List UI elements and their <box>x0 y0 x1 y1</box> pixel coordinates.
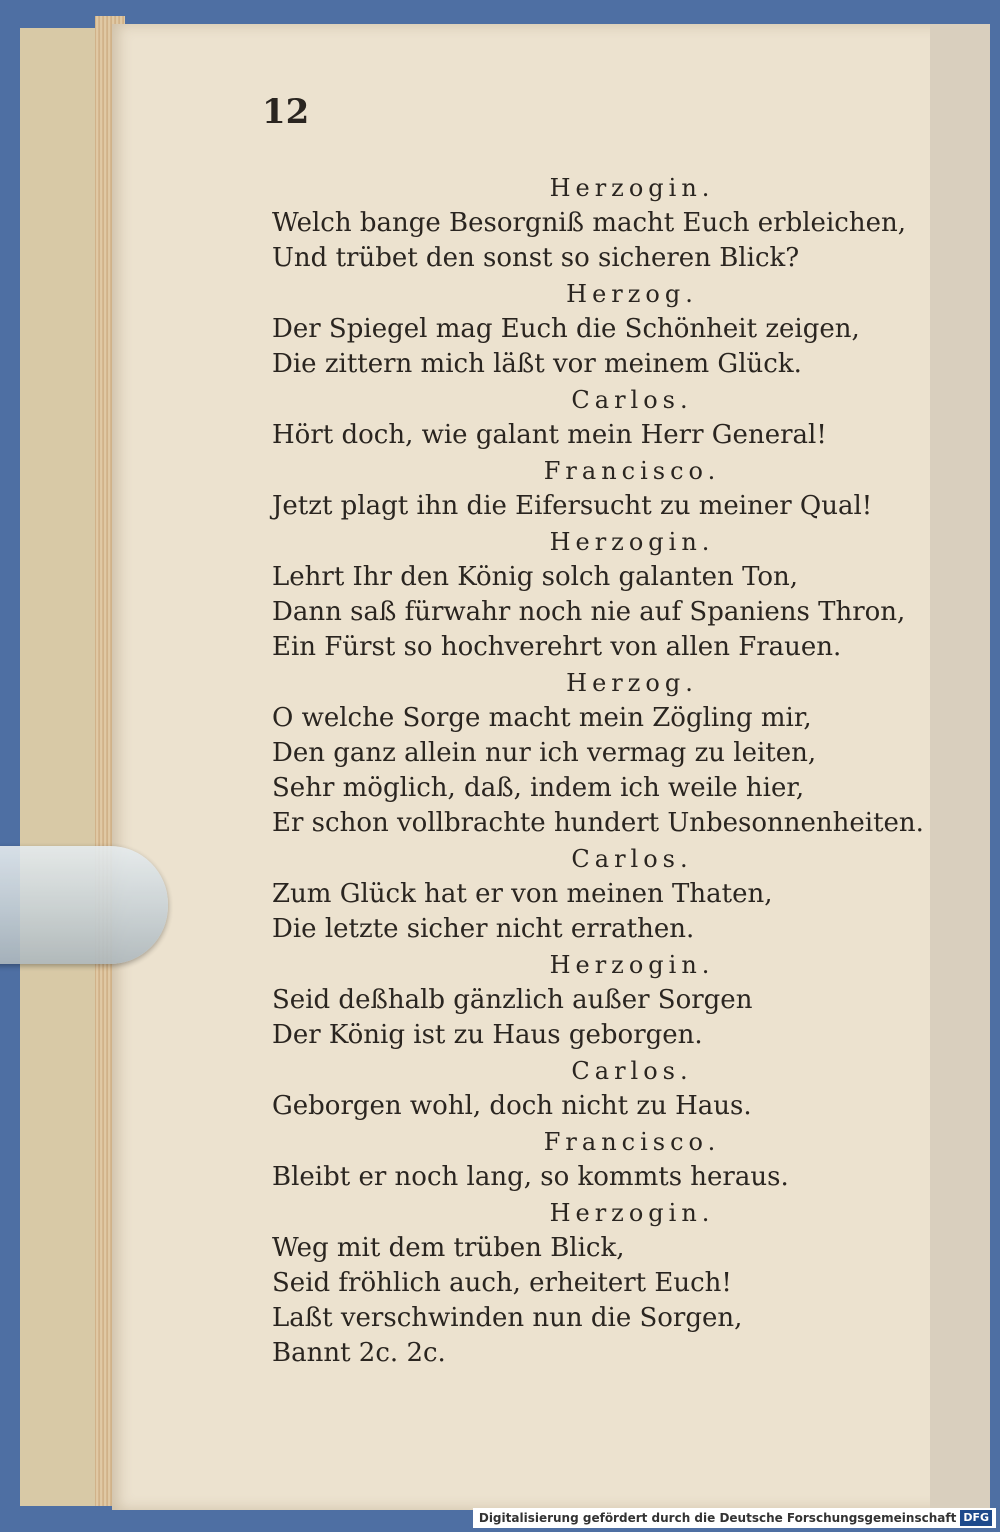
verse-line: Der Spiegel mag Euch die Schönheit zeigen, <box>272 314 860 344</box>
page-clip <box>0 846 168 964</box>
verse-line: Welch bange Besorgniß macht Euch erbleichen, <box>272 208 906 238</box>
verse-line: Hört doch, wie galant mein Herr General! <box>272 420 827 450</box>
verse-line: Dann saß fürwahr noch nie auf Spaniens Thron, <box>272 597 906 627</box>
speaker-name: Herzogin. <box>549 174 715 202</box>
verse-line: Den ganz allein nur ich vermag zu leiten, <box>272 738 817 768</box>
verse-line: O welche Sorge macht mein Zögling mir, <box>272 703 812 733</box>
verse-line: Der König ist zu Haus geborgen. <box>272 1020 703 1050</box>
speaker-name: Herzogin. <box>549 528 715 556</box>
speaker-name: Carlos. <box>571 386 693 414</box>
credit-text: Digitalisierung gefördert durch die Deutsche Forschungsgemeinschaft <box>478 1511 957 1525</box>
dfg-logo: DFG <box>960 1510 992 1526</box>
verse-line: Seid deßhalb gänzlich außer Sorgen <box>272 985 753 1015</box>
speaker-name: Francisco. <box>543 457 721 485</box>
verse-line: Ein Fürst so hochverehrt von allen Frauen. <box>272 632 842 662</box>
verse-line: Weg mit dem trüben Blick, <box>272 1233 625 1263</box>
verse-line: Lehrt Ihr den König solch galanten Ton, <box>272 562 799 592</box>
speaker-name: Herzogin. <box>549 951 715 979</box>
play-text <box>272 170 924 1371</box>
page-number: 12 <box>262 92 310 132</box>
speaker-name: Herzog. <box>566 280 698 308</box>
speaker-name: Francisco. <box>543 1128 721 1156</box>
speaker-name: Carlos. <box>571 845 693 873</box>
verse-line: Und trübet den sonst so sicheren Blick? <box>272 243 800 273</box>
next-page-edge <box>930 24 990 1510</box>
verse-line: Seid fröhlich auch, erheitert Euch! <box>272 1268 732 1298</box>
verse-line: Sehr möglich, daß, indem ich weile hier, <box>272 773 805 803</box>
verse-line: Jetzt plagt ihn die Eifersucht zu meiner Qual! <box>272 491 873 521</box>
digitization-credit <box>473 1508 996 1528</box>
verse-line: Er schon vollbrachte hundert Unbesonnenheiten. <box>272 808 924 838</box>
verse-line: Zum Glück hat er von meinen Thaten, <box>272 879 773 909</box>
verse-line: Bannt 2c. 2c. <box>272 1338 446 1368</box>
speaker-name: Carlos. <box>571 1057 693 1085</box>
verse-line: Laßt verschwinden nun die Sorgen, <box>272 1303 743 1333</box>
verse-line: Bleibt er noch lang, so kommts heraus. <box>272 1162 789 1192</box>
verse-line: Geborgen wohl, doch nicht zu Haus. <box>272 1091 752 1121</box>
verse-line: Die zittern mich läßt vor meinem Glück. <box>272 349 802 379</box>
speaker-name: Herzog. <box>566 669 698 697</box>
speaker-name: Herzogin. <box>549 1199 715 1227</box>
verse-line: Die letzte sicher nicht errathen. <box>272 914 695 944</box>
